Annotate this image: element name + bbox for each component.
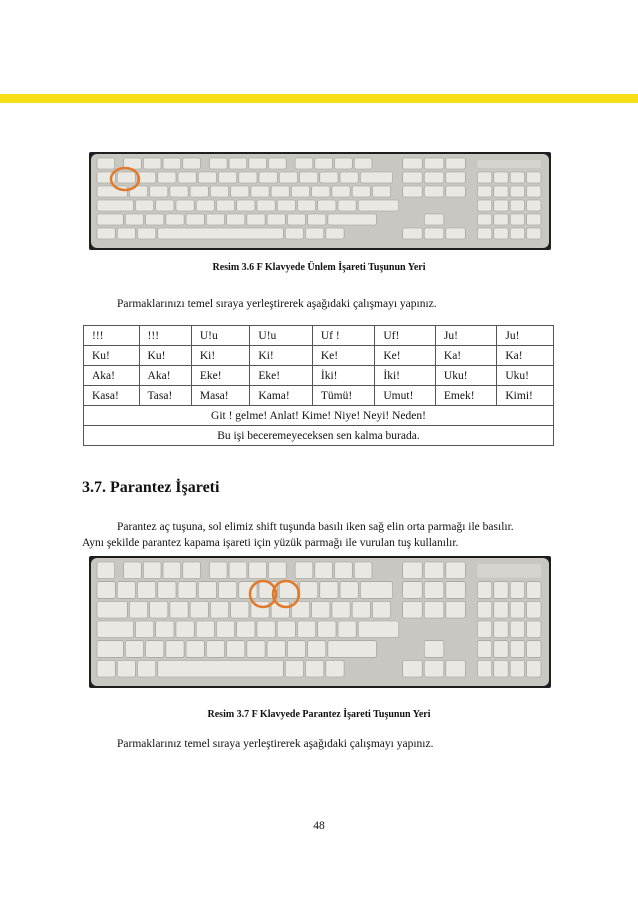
key — [117, 228, 135, 239]
key — [335, 562, 353, 579]
key — [510, 601, 524, 618]
key — [267, 641, 285, 658]
table-cell: Ki! — [250, 346, 312, 366]
key — [403, 228, 423, 239]
table-cell: Uku! — [435, 366, 496, 386]
key — [287, 214, 305, 225]
key — [158, 582, 176, 599]
key — [527, 660, 541, 677]
instruction-text-2: Parmaklarınız temel sıraya yerleştirerek aşağıdaki çalışmayı yapınız. — [117, 738, 434, 750]
key — [239, 172, 257, 183]
key — [209, 158, 227, 169]
key — [251, 186, 269, 197]
key — [477, 601, 491, 618]
table-cell: !!! — [84, 326, 140, 346]
key — [166, 214, 184, 225]
key — [424, 601, 444, 618]
key — [510, 172, 524, 183]
key — [424, 214, 444, 225]
key — [352, 601, 370, 618]
key — [424, 172, 444, 183]
table-cell: Ku! — [84, 346, 140, 366]
key — [257, 621, 275, 638]
practice-table — [83, 325, 554, 446]
key — [354, 158, 372, 169]
key — [477, 582, 491, 599]
key — [277, 621, 295, 638]
table-cell: Kama! — [250, 386, 312, 406]
key — [527, 186, 541, 197]
key — [320, 582, 338, 599]
key — [510, 228, 524, 239]
key — [403, 582, 423, 599]
key — [206, 641, 224, 658]
key — [138, 582, 156, 599]
key — [216, 200, 234, 211]
key — [97, 641, 123, 658]
key — [340, 172, 358, 183]
key — [158, 228, 284, 239]
key — [300, 172, 318, 183]
table-row — [84, 366, 554, 386]
key — [494, 660, 508, 677]
key — [328, 641, 377, 658]
key — [219, 172, 237, 183]
table-cell: Ju! — [497, 326, 554, 346]
table-cell: İki! — [312, 366, 375, 386]
table-cell: Ka! — [497, 346, 554, 366]
table-cell: Uf ! — [312, 326, 375, 346]
key — [125, 214, 143, 225]
key — [196, 200, 214, 211]
key — [510, 200, 524, 211]
key — [295, 562, 313, 579]
key — [97, 186, 127, 197]
key — [156, 200, 174, 211]
key — [124, 562, 142, 579]
table-row — [84, 386, 554, 406]
key — [97, 214, 123, 225]
key — [146, 214, 164, 225]
key — [424, 660, 444, 677]
key — [150, 186, 168, 197]
key — [158, 172, 176, 183]
key — [308, 214, 326, 225]
key — [318, 200, 336, 211]
key — [297, 200, 315, 211]
key — [135, 200, 153, 211]
table-cell: U!u — [250, 326, 312, 346]
key — [97, 582, 115, 599]
key — [186, 641, 204, 658]
key — [424, 641, 444, 658]
table-sentence-cell: Git ! gelme! Anlat! Kime! Niye! Neyi! Neden! — [84, 406, 554, 426]
key — [326, 660, 344, 677]
key — [271, 601, 289, 618]
key — [424, 228, 444, 239]
key — [320, 172, 338, 183]
key — [138, 228, 156, 239]
key — [247, 214, 265, 225]
key — [424, 582, 444, 599]
key — [209, 562, 227, 579]
key — [135, 621, 153, 638]
key — [446, 601, 466, 618]
table-cell: Eke! — [250, 366, 312, 386]
key — [219, 582, 237, 599]
key — [178, 582, 196, 599]
key — [267, 214, 285, 225]
keyboard-image — [89, 152, 551, 250]
key — [97, 562, 115, 579]
key — [477, 641, 491, 658]
key — [150, 601, 168, 618]
key — [237, 621, 255, 638]
table-cell: Aka! — [84, 366, 140, 386]
key — [190, 186, 208, 197]
key — [268, 562, 286, 579]
table-cell: Ku! — [139, 346, 191, 366]
key — [332, 601, 350, 618]
key — [178, 172, 196, 183]
header-accent-bar — [0, 94, 638, 103]
key — [494, 200, 508, 211]
key — [231, 601, 249, 618]
keyboard-photo-parenthesis — [89, 556, 551, 688]
table-cell: Aka! — [139, 366, 191, 386]
page-number: 48 — [313, 820, 325, 832]
table-cell: Kimi! — [497, 386, 554, 406]
key — [510, 582, 524, 599]
key — [306, 228, 324, 239]
key — [231, 186, 249, 197]
key — [403, 186, 423, 197]
section-heading: 3.7. Parantez İşareti — [82, 479, 220, 496]
key — [117, 660, 135, 677]
key — [494, 582, 508, 599]
key — [186, 214, 204, 225]
key — [338, 621, 356, 638]
key — [315, 562, 333, 579]
key — [97, 158, 115, 169]
key — [259, 172, 277, 183]
key — [170, 186, 188, 197]
table-sentence-cell: Bu işi beceremeyeceksen sen kalma burada. — [84, 426, 554, 446]
key — [315, 158, 333, 169]
key — [156, 621, 174, 638]
table-cell: Eke! — [191, 366, 250, 386]
key — [125, 641, 143, 658]
key — [358, 621, 399, 638]
key — [527, 582, 541, 599]
key — [176, 621, 194, 638]
key — [257, 200, 275, 211]
table-row — [84, 326, 554, 346]
key — [97, 228, 115, 239]
key — [527, 214, 541, 225]
key — [138, 660, 156, 677]
key — [510, 186, 524, 197]
key — [477, 200, 491, 211]
table-cell: Emek! — [435, 386, 496, 406]
table-cell: Ki! — [191, 346, 250, 366]
key — [271, 186, 289, 197]
key — [340, 582, 358, 599]
table-cell: !!! — [139, 326, 191, 346]
key — [163, 562, 181, 579]
table-cell: Ke! — [312, 346, 375, 366]
key — [477, 228, 491, 239]
key — [247, 641, 265, 658]
key — [183, 158, 201, 169]
key — [297, 621, 315, 638]
key — [477, 621, 491, 638]
key — [287, 641, 305, 658]
key — [403, 158, 423, 169]
table-cell: Tümü! — [312, 386, 375, 406]
key — [227, 641, 245, 658]
key — [285, 228, 303, 239]
key — [477, 214, 491, 225]
key — [166, 641, 184, 658]
key — [358, 200, 399, 211]
key — [352, 186, 370, 197]
key — [510, 641, 524, 658]
key — [372, 601, 390, 618]
key — [494, 228, 508, 239]
key — [403, 562, 423, 579]
key — [170, 601, 188, 618]
key — [129, 601, 147, 618]
key — [285, 660, 303, 677]
key — [446, 562, 466, 579]
key — [277, 200, 295, 211]
keyboard-photo-exclamation — [89, 152, 551, 250]
key — [527, 228, 541, 239]
section-paragraph-line2: Aynı şekilde parantez kapama işareti için yüzük parmağı ile vurulan tuş kullanılır. — [82, 537, 459, 549]
key — [97, 621, 133, 638]
table-row — [84, 426, 554, 446]
indicator-panel — [477, 160, 541, 168]
key — [206, 214, 224, 225]
key — [446, 172, 466, 183]
key — [312, 186, 330, 197]
key — [143, 562, 161, 579]
key — [527, 601, 541, 618]
key — [163, 158, 181, 169]
key — [198, 582, 216, 599]
key — [446, 582, 466, 599]
key — [527, 621, 541, 638]
table-cell: Ju! — [435, 326, 496, 346]
key — [494, 172, 508, 183]
key — [477, 186, 491, 197]
key — [527, 172, 541, 183]
key — [403, 660, 423, 677]
key — [158, 660, 284, 677]
key — [424, 158, 444, 169]
table-cell: Ka! — [435, 346, 496, 366]
table-cell: Kasa! — [84, 386, 140, 406]
table-cell: U!u — [191, 326, 250, 346]
table-cell: Ke! — [375, 346, 436, 366]
keyboard-image — [89, 556, 551, 688]
table-row — [84, 346, 554, 366]
key — [210, 186, 228, 197]
key — [360, 582, 392, 599]
key — [117, 172, 135, 183]
figure-caption-1: Resim 3.6 F Klavyede Ünlem İşareti Tuşunun Yeri — [212, 262, 426, 273]
instruction-text-1: Parmaklarınızı temel sıraya yerleştirerek aşağıdaki çalışmayı yapınız. — [117, 298, 437, 310]
key — [183, 562, 201, 579]
key — [249, 562, 267, 579]
key — [494, 601, 508, 618]
key — [279, 172, 297, 183]
key — [229, 562, 247, 579]
key — [403, 172, 423, 183]
key — [446, 186, 466, 197]
key — [354, 562, 372, 579]
key — [138, 172, 156, 183]
table-row — [84, 406, 554, 426]
key — [97, 200, 133, 211]
key — [527, 641, 541, 658]
key — [198, 172, 216, 183]
key — [210, 601, 228, 618]
table-cell: Tasa! — [139, 386, 191, 406]
key — [446, 660, 466, 677]
key — [97, 660, 115, 677]
key — [306, 660, 324, 677]
key — [190, 601, 208, 618]
key — [229, 158, 247, 169]
key — [510, 214, 524, 225]
table-cell: Masa! — [191, 386, 250, 406]
key — [143, 158, 161, 169]
key — [510, 660, 524, 677]
key — [446, 158, 466, 169]
key — [312, 601, 330, 618]
section-paragraph-line1: Parantez aç tuşuna, sol elimiz shift tuşunda basılı iken sağ elin orta parmağı ile basılır. — [117, 521, 514, 533]
key — [146, 641, 164, 658]
key — [477, 172, 491, 183]
table-cell: Uku! — [497, 366, 554, 386]
key — [97, 601, 127, 618]
key — [338, 200, 356, 211]
key — [446, 228, 466, 239]
key — [403, 601, 423, 618]
key — [291, 186, 309, 197]
indicator-panel — [477, 564, 541, 578]
key — [268, 158, 286, 169]
key — [335, 158, 353, 169]
key — [117, 582, 135, 599]
key — [216, 621, 234, 638]
key — [494, 186, 508, 197]
key — [494, 641, 508, 658]
figure-caption-2: Resim 3.7 F Klavyede Parantez İşareti Tuşunun Yeri — [207, 709, 431, 720]
key — [227, 214, 245, 225]
table-cell: Uf! — [375, 326, 436, 346]
key — [196, 621, 214, 638]
key — [424, 186, 444, 197]
key — [176, 200, 194, 211]
table-cell: İki! — [375, 366, 436, 386]
key — [494, 214, 508, 225]
key — [332, 186, 350, 197]
key — [424, 562, 444, 579]
key — [372, 186, 390, 197]
key — [328, 214, 377, 225]
key — [510, 621, 524, 638]
key — [494, 621, 508, 638]
key — [295, 158, 313, 169]
key — [527, 200, 541, 211]
key — [360, 172, 392, 183]
key — [318, 621, 336, 638]
key — [326, 228, 344, 239]
key — [477, 660, 491, 677]
key — [308, 641, 326, 658]
table-cell: Umut! — [375, 386, 436, 406]
key — [300, 582, 318, 599]
key — [237, 200, 255, 211]
key — [249, 158, 267, 169]
